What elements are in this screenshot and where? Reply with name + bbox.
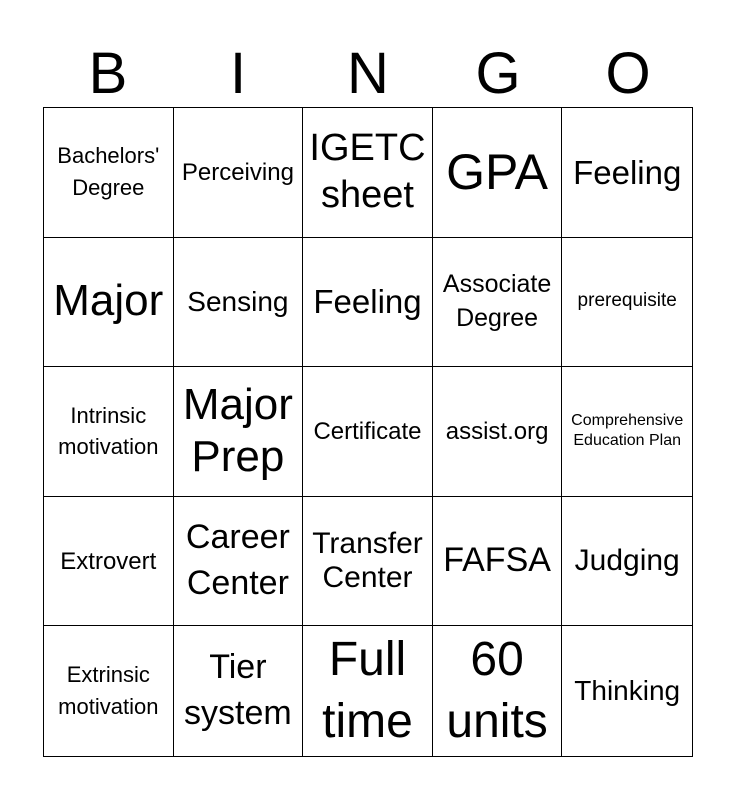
bingo-cell: [44, 238, 174, 368]
cell-text: Major: [53, 276, 164, 326]
bingo-cell: [44, 626, 174, 756]
bingo-cell: [433, 108, 563, 238]
bingo-cell: [174, 497, 304, 627]
cell-text: Major Prep: [182, 379, 293, 482]
cell-text: Comprehensive Education Plan: [571, 412, 684, 450]
bingo-cell: [303, 497, 433, 627]
cell-text: Tier system: [184, 648, 292, 733]
header-letter-o: O: [605, 41, 651, 106]
cell-text: Bachelors' Degree: [57, 143, 160, 201]
cell-text: Judging: [574, 543, 680, 577]
cell-text: Full time: [322, 632, 413, 749]
cell-text: Associate Degree: [442, 270, 552, 332]
bingo-cell: [433, 238, 563, 368]
bingo-cell: [562, 108, 692, 238]
cell-text: Extrovert: [60, 547, 157, 575]
bingo-cell: [562, 497, 692, 627]
cell-text: Career Center: [185, 518, 290, 603]
bingo-cell: [433, 626, 563, 756]
bingo-cell: [433, 367, 563, 497]
bingo-cell: [174, 367, 304, 497]
header-letter-g: G: [475, 41, 521, 106]
cell-text: Feeling: [313, 283, 422, 321]
bingo-cell: [433, 497, 563, 627]
bingo-cell: [44, 367, 174, 497]
bingo-cell: [174, 108, 304, 238]
bingo-cell: [303, 108, 433, 238]
cell-text: FAFSA: [443, 541, 551, 580]
cell-text: Feeling: [573, 153, 682, 191]
bingo-board: [43, 107, 693, 757]
cell-text: IGETC sheet: [309, 126, 426, 217]
cell-text: Extrinsic motivation: [58, 662, 159, 720]
cell-text: Perceiving: [181, 158, 294, 186]
cell-text: prerequisite: [577, 290, 677, 312]
cell-text: Certificate: [313, 417, 422, 445]
header-letter-n: N: [347, 41, 389, 106]
bingo-cell: [44, 497, 174, 627]
bingo-cell: [562, 367, 692, 497]
bingo-cell: [303, 626, 433, 756]
header-letter-i: I: [229, 41, 247, 106]
cell-text: assist.org: [445, 417, 549, 445]
bingo-cell: [174, 238, 304, 368]
cell-text: Thinking: [574, 675, 681, 707]
cell-text: Transfer Center: [312, 526, 423, 595]
cell-text: Intrinsic motivation: [58, 402, 159, 460]
bingo-cell: [562, 238, 692, 368]
bingo-cell: [562, 626, 692, 756]
bingo-header: [43, 40, 693, 108]
cell-text: 60 units: [446, 632, 548, 749]
bingo-cell: [303, 238, 433, 368]
cell-text: GPA: [446, 144, 549, 201]
header-letter-b: B: [88, 41, 128, 106]
bingo-cell: [303, 367, 433, 497]
bingo-cell: [44, 108, 174, 238]
bingo-cell: [174, 626, 304, 756]
cell-text: Sensing: [187, 286, 289, 318]
